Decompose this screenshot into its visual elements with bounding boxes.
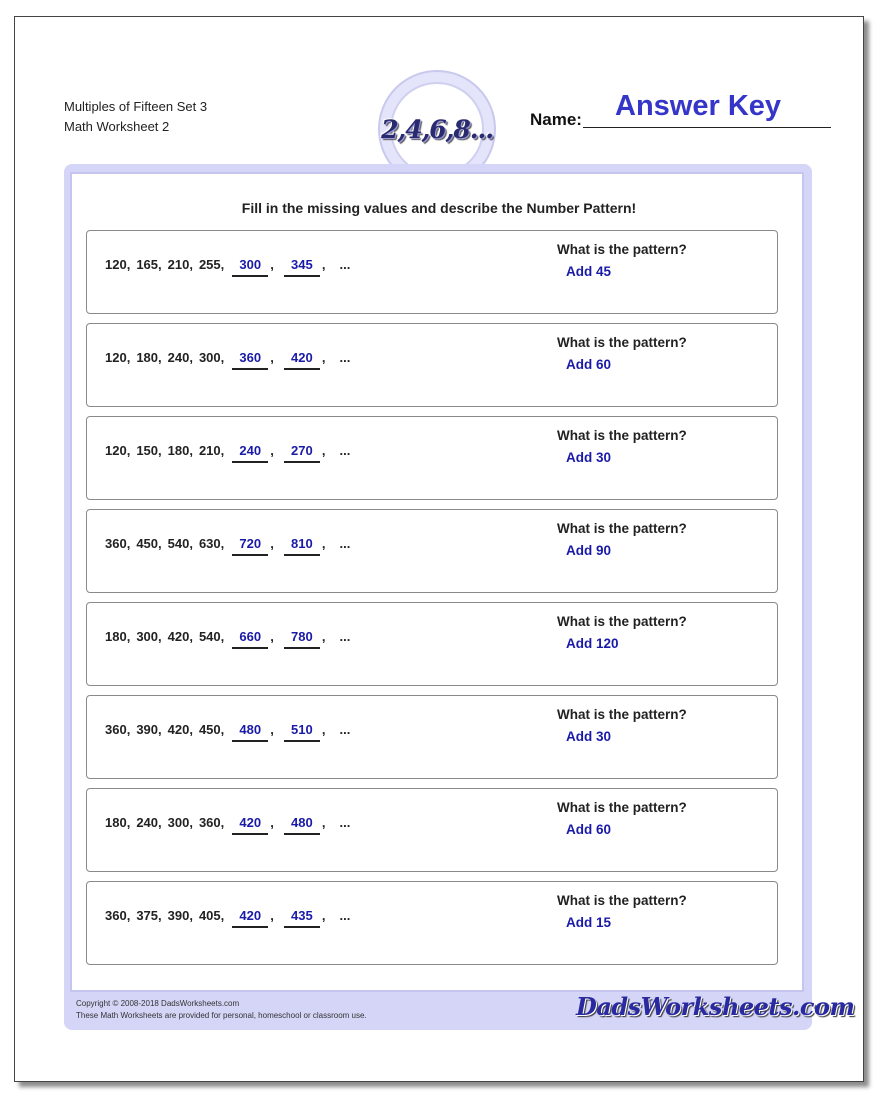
sequence-term: 255, [198, 257, 225, 272]
answer-blank[interactable]: 420 [232, 815, 268, 835]
name-line [583, 127, 831, 128]
sequence-term: 120, [105, 257, 131, 272]
ellipsis: ... [339, 908, 351, 923]
ellipsis: ... [339, 536, 351, 551]
copyright: Copyright © 2008-2018 DadsWorksheets.com [76, 999, 240, 1008]
problem-box [86, 323, 778, 407]
sequence-term: 420, [167, 629, 193, 644]
dadsworksheets-logo: DadsWorksheets.com [576, 992, 855, 1021]
comma: , [321, 629, 326, 644]
sequence-term: 300, [136, 629, 162, 644]
number-sequence [105, 815, 350, 835]
ellipsis: ... [339, 443, 351, 458]
sequence-term: 120, [105, 443, 131, 458]
title-line-1: Multiples of Fifteen Set 3 [64, 99, 208, 114]
pattern-answer[interactable]: Add 45 [566, 264, 612, 279]
answer-blank[interactable]: 300 [232, 257, 268, 277]
pattern-answer[interactable]: Add 60 [566, 357, 612, 372]
sequence-term: 360, [105, 722, 131, 737]
sequence-term: 165, [136, 257, 162, 272]
ellipsis: ... [339, 815, 351, 830]
comma: , [270, 443, 274, 458]
comma: , [270, 908, 274, 923]
problem-box [86, 509, 778, 593]
answer-blank[interactable]: 660 [232, 629, 268, 649]
pattern-question: What is the pattern? [557, 428, 687, 443]
footer-text [76, 998, 367, 1022]
ellipsis: ... [339, 722, 351, 737]
sequence-term: 180, [105, 815, 131, 830]
answer-blank[interactable]: 435 [284, 908, 320, 928]
answer-blank[interactable]: 810 [284, 536, 320, 556]
sequence-term: 450, [136, 536, 162, 551]
answer-blank[interactable]: 345 [284, 257, 320, 277]
problem-box [86, 788, 778, 872]
problem-box [86, 881, 778, 965]
usage-note: These Math Worksheets are provided for personal, homeschool or classroom use. [76, 1011, 367, 1020]
pattern-question: What is the pattern? [557, 614, 687, 629]
worksheet-title [64, 97, 207, 137]
comma: , [321, 257, 326, 272]
sequence-term: 240, [136, 815, 162, 830]
answer-blank[interactable]: 480 [284, 815, 320, 835]
sequence-term: 390, [136, 722, 162, 737]
pattern-question: What is the pattern? [557, 800, 687, 815]
number-sequence [105, 443, 350, 463]
title-line-2: Math Worksheet 2 [64, 119, 170, 134]
ellipsis: ... [339, 257, 351, 272]
sequence-term: 360, [105, 908, 131, 923]
comma: , [270, 536, 274, 551]
sequence-term: 360, [198, 815, 225, 830]
sequence-term: 240, [167, 350, 193, 365]
sequence-term: 180, [105, 629, 131, 644]
sequence-term: 300, [198, 350, 225, 365]
comma: , [321, 722, 326, 737]
sequence-term: 360, [105, 536, 131, 551]
problem-box [86, 602, 778, 686]
sequence-term: 405, [198, 908, 225, 923]
sequence-term: 180, [136, 350, 162, 365]
pattern-answer[interactable]: Add 60 [566, 822, 612, 837]
answer-blank[interactable]: 780 [284, 629, 320, 649]
pattern-answer[interactable]: Add 15 [566, 915, 612, 930]
name-label: Name: [530, 110, 582, 129]
pattern-answer[interactable]: Add 90 [566, 543, 612, 558]
comma: , [321, 815, 326, 830]
ellipsis: ... [339, 629, 351, 644]
comma: , [270, 257, 274, 272]
answer-blank[interactable]: 480 [232, 722, 268, 742]
pattern-answer[interactable]: Add 30 [566, 450, 612, 465]
answer-blank[interactable]: 510 [284, 722, 320, 742]
sequence-term: 375, [136, 908, 162, 923]
instructions: Fill in the missing values and describe the Number Pattern! [241, 200, 637, 216]
sequence-term: 420, [167, 722, 193, 737]
problem-box [86, 416, 778, 500]
sequence-term: 210, [198, 443, 225, 458]
pattern-question: What is the pattern? [557, 335, 687, 350]
number-sequence [105, 722, 350, 742]
answer-blank[interactable]: 240 [232, 443, 268, 463]
sequence-term: 450, [198, 722, 225, 737]
ellipsis: ... [339, 350, 351, 365]
problems-panel [70, 172, 804, 992]
answer-key-text: Answer Key [615, 90, 782, 122]
comma: , [270, 815, 274, 830]
comma: , [270, 350, 274, 365]
comma: , [321, 350, 326, 365]
problem-box [86, 695, 778, 779]
answer-blank[interactable]: 270 [284, 443, 320, 463]
sequence-term: 630, [198, 536, 225, 551]
sequence-term: 210, [167, 257, 193, 272]
pattern-question: What is the pattern? [557, 707, 687, 722]
logo-text: 2,4,6,8... [381, 114, 493, 144]
pattern-question: What is the pattern? [557, 893, 687, 908]
logo-circle [381, 82, 493, 176]
sequence-term: 150, [136, 443, 162, 458]
number-sequence [105, 257, 350, 277]
sequence-term: 540, [167, 536, 193, 551]
number-sequence [105, 629, 350, 649]
answer-blank[interactable]: 720 [232, 536, 268, 556]
problems-frame [64, 164, 855, 1030]
sequence-term: 540, [198, 629, 225, 644]
sequence-term: 120, [105, 350, 131, 365]
comma: , [321, 443, 326, 458]
answer-blank[interactable]: 360 [232, 350, 268, 370]
sequence-term: 180, [167, 443, 193, 458]
comma: , [321, 536, 326, 551]
pattern-question: What is the pattern? [557, 521, 687, 536]
problem-box [86, 230, 778, 314]
number-sequence [105, 536, 350, 556]
answer-blank[interactable]: 420 [284, 350, 320, 370]
comma: , [270, 722, 274, 737]
comma: , [321, 908, 326, 923]
comma: , [270, 629, 274, 644]
pattern-answer[interactable]: Add 30 [566, 729, 612, 744]
number-sequence [105, 350, 350, 370]
sequence-term: 300, [167, 815, 193, 830]
answer-blank[interactable]: 420 [232, 908, 268, 928]
pattern-answer[interactable]: Add 120 [566, 636, 619, 651]
pattern-question: What is the pattern? [557, 242, 687, 257]
sequence-term: 390, [167, 908, 193, 923]
number-sequence [105, 908, 350, 928]
